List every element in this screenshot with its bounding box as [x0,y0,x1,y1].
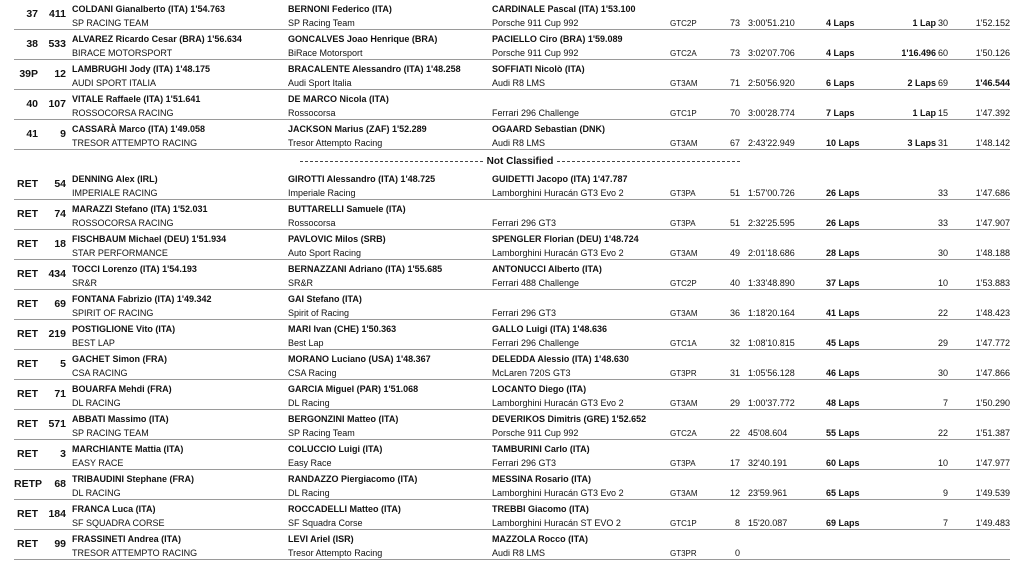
laps: 73 [729,18,740,28]
driver-1: TOCCI Lorenzo (ITA) 1'54.193 [72,264,197,274]
team-name: Easy Race [288,458,332,468]
best-lap-time: 1'51.387 [975,428,1010,438]
laps: 40 [729,278,740,288]
team-entrant: STAR PERFORMANCE [72,248,168,258]
car-number: 184 [48,508,66,520]
best-lap-time: 1'48.142 [975,138,1010,148]
position: RET [17,238,38,250]
car-number: 99 [54,538,66,550]
position: 39P [19,68,38,80]
driver-3: DELEDDA Alessio (ITA) 1'48.630 [492,354,629,364]
driver-1: VITALE Raffaele (ITA) 1'51.641 [72,94,201,104]
position: RET [17,538,38,550]
best-lap-number: 7 [942,518,948,528]
gap: 37 Laps [826,278,860,288]
car-model: Ferrari 296 GT3 [492,458,557,468]
table-row [14,260,1010,290]
best-lap-time: 1'47.866 [975,368,1010,378]
driver-3: MESSINA Rosario (ITA) [492,474,592,484]
driver-2: BERNONI Federico (ITA) [288,4,392,14]
table-row [14,60,1010,90]
driver-1: ABBATI Massimo (ITA) [72,414,169,424]
driver-2: ROCCADELLI Matteo (ITA) [288,504,401,514]
team-entrant: ROSSOCORSA RACING [72,218,174,228]
driver-1: GACHET Simon (FRA) [72,354,167,364]
gap: 7 Laps [826,108,855,118]
gap: 48 Laps [826,398,860,408]
position: RET [17,178,38,190]
best-lap-time: 1'49.539 [975,488,1010,498]
position: RET [17,208,38,220]
gap: 28 Laps [826,248,860,258]
driver-2: BRACALENTE Alessandro (ITA) 1'48.258 [288,64,461,74]
interval: 3 Laps [907,138,936,148]
team-entrant: BEST LAP [72,338,115,348]
driver-1: DENNING Alex (IRL) [72,174,158,184]
class: GT3PR [670,549,697,558]
laps: 73 [729,48,740,58]
driver-1: CASSARÀ Marco (ITA) 1'49.058 [72,124,206,134]
total-time: 3:00'28.774 [748,108,795,118]
team-name: Rossocorsa [288,108,336,118]
class: GT3PA [670,189,696,198]
total-time: 1:08'10.815 [748,338,795,348]
position: 40 [26,98,38,110]
total-time: 1:18'20.164 [748,308,795,318]
team-entrant: IMPERIALE RACING [72,188,158,198]
driver-3: ANTONUCCI Alberto (ITA) [492,264,602,274]
team-entrant: SPIRIT OF RACING [72,308,154,318]
position: RET [17,268,38,280]
driver-2: DE MARCO Nicola (ITA) [288,94,389,104]
car-model: Porsche 911 Cup 992 [492,48,579,58]
total-time: 2:01'18.686 [748,248,795,258]
gap: 45 Laps [826,338,860,348]
total-time: 1:33'48.890 [748,278,795,288]
best-lap-time: 1'50.126 [975,48,1010,58]
class: GTC1A [670,339,697,348]
position: 41 [26,128,38,140]
best-lap-time: 1'47.907 [975,218,1010,228]
driver-3: GUIDETTI Jacopo (ITA) 1'47.787 [492,174,628,184]
class: GT3PR [670,369,697,378]
team-name: SP Racing Team [288,18,355,28]
team-entrant: SP RACING TEAM [72,428,149,438]
gap: 69 Laps [826,518,860,528]
driver-1: LAMBRUGHI Jody (ITA) 1'48.175 [72,64,210,74]
total-time: 23'59.961 [748,488,788,498]
position: 38 [26,38,38,50]
driver-3: OGAARD Sebastian (DNK) [492,124,606,134]
team-entrant: EASY RACE [72,458,124,468]
car-number: 69 [54,298,66,310]
driver-1: MARCHIANTE Mattia (ITA) [72,444,184,454]
car-model: Ferrari 296 GT3 [492,308,557,318]
driver-1: COLDANI Gianalberto (ITA) 1'54.763 [72,4,226,14]
car-model: Porsche 911 Cup 992 [492,428,579,438]
table-row [14,170,1010,200]
driver-2: COLUCCIO Luigi (ITA) [288,444,383,454]
car-model: McLaren 720S GT3 [492,368,571,378]
driver-1: POSTIGLIONE Vito (ITA) [72,324,176,334]
best-lap-number: 7 [942,398,948,408]
gap: 26 Laps [826,218,860,228]
class: GT3AM [670,139,698,148]
driver-3: SPENGLER Florian (DEU) 1'48.724 [492,234,639,244]
team-name: DL Racing [288,398,330,408]
gap: 10 Laps [826,138,860,148]
laps: 0 [734,548,740,558]
total-time: 45'08.604 [748,428,788,438]
car-model: Ferrari 488 Challenge [492,278,580,288]
best-lap-number: 10 [937,458,948,468]
total-time: 2:50'56.920 [748,78,795,88]
team-entrant: CSA RACING [72,368,128,378]
driver-1: FRANCA Luca (ITA) [72,504,156,514]
car-number: 71 [54,388,66,400]
gap: 4 Laps [826,18,855,28]
team-entrant: DL RACING [72,398,121,408]
class: GT3AM [670,249,698,258]
class: GT3AM [670,489,698,498]
class: GTC2P [670,279,697,288]
car-number: 219 [48,328,66,340]
car-model: Lamborghini Huracán GT3 Evo 2 [492,248,624,258]
car-model: Ferrari 296 Challenge [492,338,580,348]
total-time: 1:05'56.128 [748,368,795,378]
team-entrant: ROSSOCORSA RACING [72,108,174,118]
gap: 46 Laps [826,368,860,378]
table-row [14,230,1010,260]
team-entrant: AUDI SPORT ITALIA [72,78,157,88]
separator-label: Not Classified [486,155,554,167]
car-number: 3 [60,448,66,460]
car-number: 411 [49,8,66,20]
gap: 26 Laps [826,188,860,198]
team-name: Best Lap [288,338,324,348]
car-model: Lamborghini Huracán ST EVO 2 [492,518,621,528]
driver-2: GONCALVES Joao Henrique (BRA) [288,34,438,44]
row-divider [14,149,1010,150]
table-row [14,290,1010,320]
gap: 55 Laps [826,428,860,438]
car-number: 12 [54,68,66,80]
driver-3: TREBBI Giacomo (ITA) [492,504,589,514]
position: RET [17,508,38,520]
car-model: Ferrari 296 GT3 [492,218,557,228]
driver-3: SOFFIATI Nicolò (ITA) [492,64,585,74]
class: GT3AM [670,79,698,88]
driver-3: CARDINALE Pascal (ITA) 1'53.100 [492,4,636,14]
position: RET [17,298,38,310]
driver-2: RANDAZZO Piergiacomo (ITA) [288,474,418,484]
separator-rule-left [300,161,483,162]
driver-3: DEVERIKOS Dimitris (GRE) 1'52.652 [492,414,647,424]
class: GTC1P [670,109,697,118]
team-entrant: SP RACING TEAM [72,18,149,28]
driver-3: MAZZOLA Rocco (ITA) [492,534,588,544]
total-time: 2:32'25.595 [748,218,795,228]
team-name: Auto Sport Racing [288,248,362,258]
table-row [14,120,1010,150]
laps: 22 [729,428,740,438]
team-name: DL Racing [288,488,330,498]
table-row [14,440,1010,470]
best-lap-number: 29 [937,338,948,348]
laps: 8 [734,518,740,528]
team-name: SF Squadra Corse [288,518,363,528]
best-lap-number: 33 [937,188,948,198]
total-time: 15'20.087 [748,518,788,528]
not-classified-separator [300,154,740,168]
car-model: Porsche 911 Cup 992 [492,18,579,28]
best-lap-number: 69 [937,78,948,88]
driver-1: FONTANA Fabrizio (ITA) 1'49.342 [72,294,212,304]
class: GTC2A [670,49,697,58]
team-entrant: SF SQUADRA CORSE [72,518,165,528]
total-time: 1:00'37.772 [748,398,795,408]
row-divider [14,559,1010,560]
driver-2: BUTTARELLI Samuele (ITA) [288,204,406,214]
driver-3: GALLO Luigi (ITA) 1'48.636 [492,324,607,334]
best-lap-time: 1'47.392 [975,108,1010,118]
car-model: Audi R8 LMS [492,78,546,88]
driver-2: BERGONZINI Matteo (ITA) [288,414,399,424]
driver-2: JACKSON Marius (ZAF) 1'52.289 [288,124,427,134]
car-number: 68 [54,478,66,490]
position: RETP [14,478,43,490]
team-entrant: TRESOR ATTEMPTO RACING [72,548,198,558]
best-lap-time: 1'47.686 [975,188,1010,198]
team-name: Audi Sport Italia [288,78,352,88]
best-lap-time: 1'47.772 [975,338,1010,348]
interval: 2 Laps [907,78,936,88]
laps: 17 [729,458,740,468]
class: GT3AM [670,399,698,408]
best-lap-number: 10 [937,278,948,288]
laps: 12 [729,488,740,498]
team-name: CSA Racing [288,368,337,378]
total-time: 3:02'07.706 [748,48,795,58]
team-name: Tresor Attempto Racing [288,138,383,148]
driver-1: TRIBAUDINI Stephane (FRA) [72,474,194,484]
best-lap-time: 1'48.423 [975,308,1010,318]
table-row [14,90,1010,120]
laps: 71 [729,78,740,88]
driver-1: BOUARFA Mehdi (FRA) [72,384,172,394]
gap: 65 Laps [826,488,860,498]
driver-1: ALVAREZ Ricardo Cesar (BRA) 1'56.634 [72,34,242,44]
position: RET [17,358,38,370]
team-entrant: TRESOR ATTEMPTO RACING [72,138,198,148]
table-row [14,410,1010,440]
interval: 1 Lap [912,108,936,118]
table-row [14,470,1010,500]
team-name: Rossocorsa [288,218,336,228]
driver-2: GAI Stefano (ITA) [288,294,362,304]
car-number: 571 [48,418,66,430]
best-lap-number: 22 [937,428,948,438]
best-lap-time: 1'52.152 [975,18,1010,28]
driver-3: LOCANTO Diego (ITA) [492,384,587,394]
driver-2: MORANO Luciano (USA) 1'48.367 [288,354,431,364]
best-lap-number: 15 [937,108,948,118]
best-lap-time: 1'47.977 [975,458,1010,468]
team-entrant: DL RACING [72,488,121,498]
car-number: 54 [54,178,66,190]
car-model: Audi R8 LMS [492,138,546,148]
best-lap-number: 9 [942,488,948,498]
car-model: Lamborghini Huracán GT3 Evo 2 [492,188,624,198]
total-time: 3:00'51.210 [748,18,795,28]
driver-1: FISCHBAUM Michael (DEU) 1'51.934 [72,234,227,244]
car-number: 9 [60,128,66,140]
car-number: 74 [54,208,66,220]
car-number: 18 [54,238,66,250]
car-number: 5 [60,358,66,370]
table-row [14,200,1010,230]
table-row [14,380,1010,410]
laps: 36 [729,308,740,318]
team-name: BiRace Motorsport [288,48,363,58]
best-lap-time: 1'48.188 [975,248,1010,258]
best-lap-time: 1'49.483 [975,518,1010,528]
best-lap-time: 1'46.544 [975,78,1010,88]
team-name: Tresor Attempto Racing [288,548,383,558]
best-lap-number: 30 [937,248,948,258]
position: RET [17,448,38,460]
table-row [14,320,1010,350]
car-number: 107 [48,98,66,110]
team-name: Spirit of Racing [288,308,350,318]
class: GTC2P [670,19,697,28]
laps: 51 [729,188,740,198]
laps: 49 [729,248,740,258]
driver-2: BERNAZZANI Adriano (ITA) 1'55.685 [288,264,443,274]
team-entrant: BIRACE MOTORSPORT [72,48,173,58]
team-entrant: SR&R [72,278,98,288]
laps: 29 [729,398,740,408]
best-lap-number: 22 [937,308,948,318]
team-name: SP Racing Team [288,428,355,438]
driver-2: MARI Ivan (CHE) 1'50.363 [288,324,397,334]
table-row [14,0,1010,30]
car-model: Lamborghini Huracán GT3 Evo 2 [492,398,624,408]
laps: 32 [729,338,740,348]
position: RET [17,328,38,340]
table-row [14,500,1010,530]
team-name: SR&R [288,278,314,288]
gap: 60 Laps [826,458,860,468]
position: RET [17,388,38,400]
gap: 6 Laps [826,78,855,88]
total-time: 32'40.191 [748,458,788,468]
position: RET [17,418,38,430]
car-model: Audi R8 LMS [492,548,546,558]
table-row [14,350,1010,380]
driver-2: GIROTTI Alessandro (ITA) 1'48.725 [288,174,436,184]
total-time: 2:43'22.949 [748,138,795,148]
gap: 41 Laps [826,308,860,318]
car-number: 434 [48,268,66,280]
separator-rule-right [557,161,740,162]
class: GTC1P [670,519,697,528]
interval: 1 Lap [912,18,936,28]
class: GTC2A [670,429,697,438]
gap: 4 Laps [826,48,855,58]
class: GT3PA [670,219,696,228]
class: GT3PA [670,459,696,468]
laps: 70 [729,108,740,118]
best-lap-time: 1'50.290 [975,398,1010,408]
driver-3: PACIELLO Ciro (BRA) 1'59.089 [492,34,623,44]
driver-1: FRASSINETI Andrea (ITA) [72,534,182,544]
interval: 1'16.496 [901,48,936,58]
best-lap-number: 30 [937,368,948,378]
best-lap-number: 33 [937,218,948,228]
best-lap-number: 30 [937,18,948,28]
laps: 67 [729,138,740,148]
class: GT3AM [670,309,698,318]
position: 37 [26,8,38,20]
car-number: 533 [48,38,66,50]
team-name: Imperiale Racing [288,188,356,198]
laps: 51 [729,218,740,228]
laps: 31 [729,368,740,378]
car-model: Ferrari 296 Challenge [492,108,580,118]
driver-2: PAVLOVIC Milos (SRB) [288,234,386,244]
driver-3: TAMBURINI Carlo (ITA) [492,444,590,454]
table-row [14,30,1010,60]
car-model: Lamborghini Huracán GT3 Evo 2 [492,488,624,498]
driver-1: MARAZZI Stefano (ITA) 1'52.031 [72,204,208,214]
table-row [14,530,1010,560]
best-lap-time: 1'53.883 [975,278,1010,288]
total-time: 1:57'00.726 [748,188,795,198]
driver-2: LEVI Ariel (ISR) [288,534,354,544]
best-lap-number: 60 [937,48,948,58]
best-lap-number: 31 [937,138,948,148]
driver-2: GARCIA Miguel (PAR) 1'51.068 [288,384,419,394]
